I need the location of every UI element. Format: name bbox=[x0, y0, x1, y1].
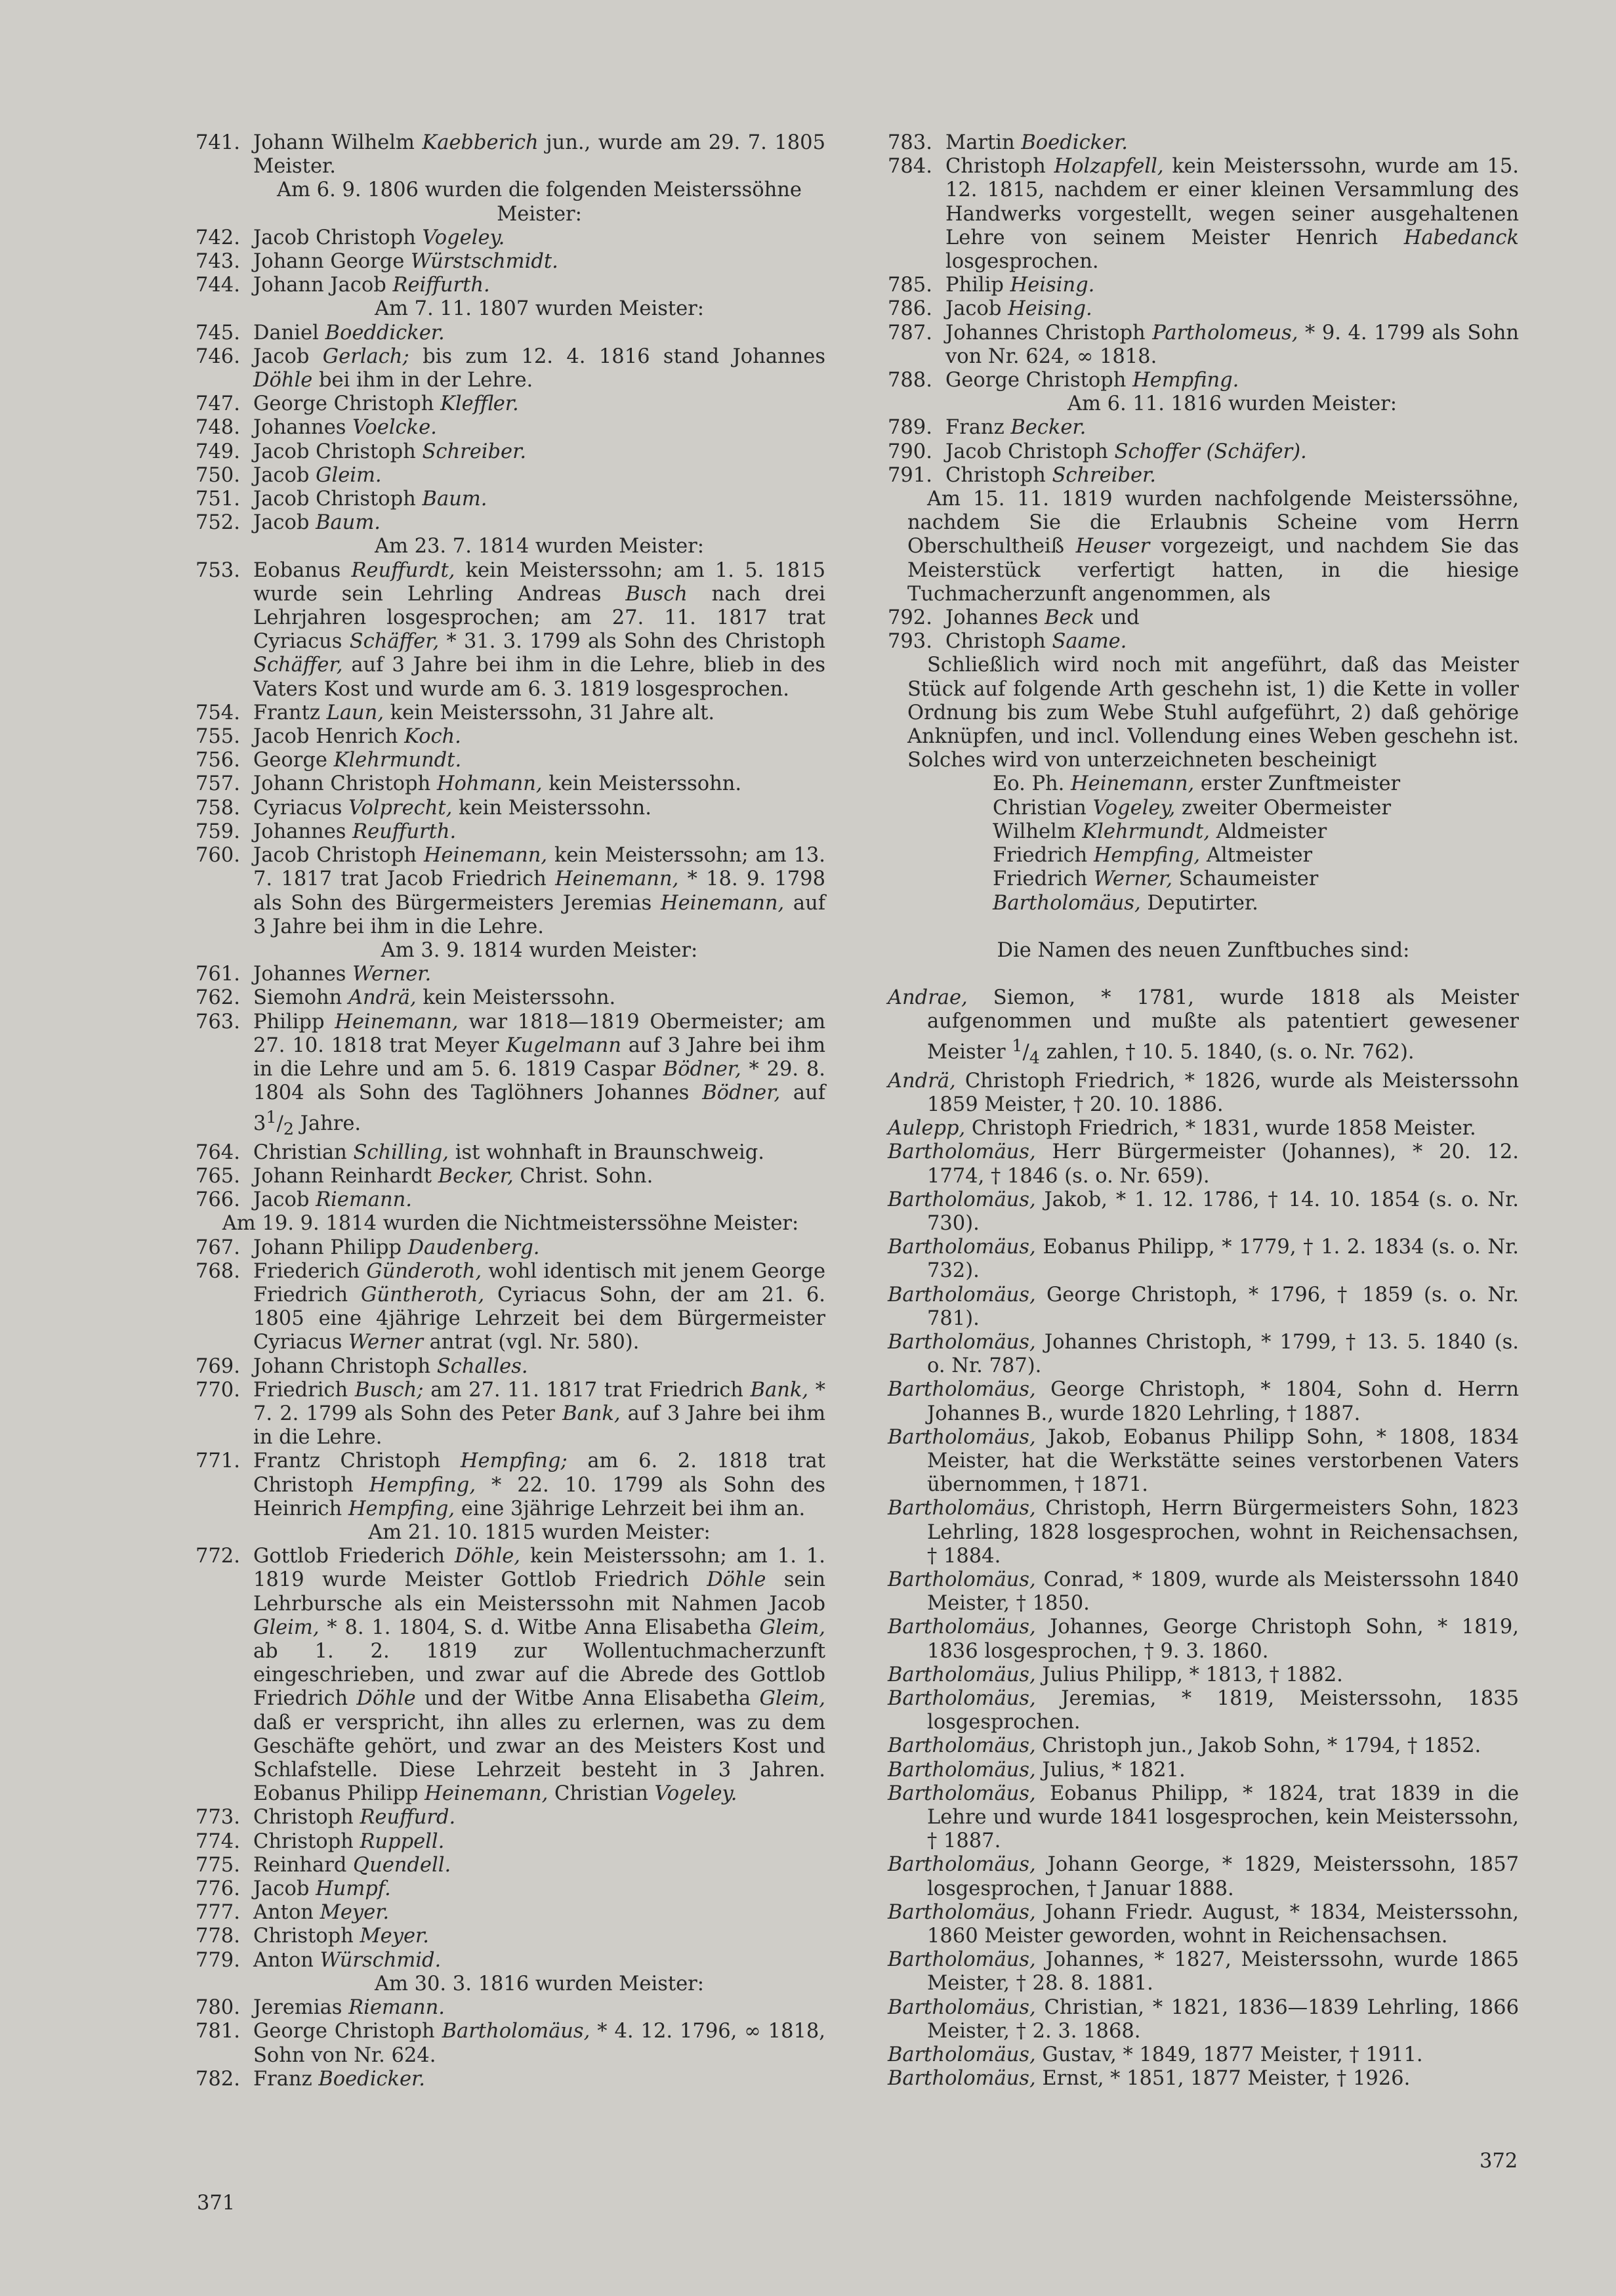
register-entry bbox=[196, 2068, 825, 2091]
entry-number: 755. bbox=[196, 725, 240, 749]
name-entry: Bartholomäus, Christoph, Herrn Bürgermeisters Sohn, 1823 Lehrling, 1828 losgesprochen, wohnt in Reichensachsen, † 1884. bbox=[888, 1497, 1519, 1568]
paragraph: Schließlich wird noch mit angeführt, daß das Meister Stück auf folgende Arth geschehn ist, 1) die Kette in voller Ordnung bis zum Webe Stuhl aufgeführt, 2) daß gehörige Anknüpfen, und incl. Vollendung eines Weben geschehn ist. Solches wird von unterzeichneten bescheinigt bbox=[907, 654, 1519, 772]
section-heading: Am 6. 9. 1806 wurden die folgenden Meisterssöhne Meister: bbox=[277, 178, 802, 226]
entry-number: 748. bbox=[196, 416, 240, 440]
entry-number: 752. bbox=[196, 511, 240, 535]
section-heading: Am 3. 9. 1814 wurden Meister: bbox=[381, 938, 698, 962]
entry-number: 750. bbox=[196, 463, 240, 487]
name-entry: Bartholomäus, Ernst, * 1851, 1877 Meister, † 1926. bbox=[888, 2067, 1411, 2091]
entry-text: Jacob Gerlach; bis zum 12. 4. 1816 stand Johannes Döhle bei ihm in der Lehre. bbox=[253, 344, 825, 392]
entry-text: Christoph Holzapfell, kein Meisterssohn, wurde am 15. 12. 1815, nachdem er einer kleinen Versammlung des Handwerks vorgestellt, wegen seiner ausgehaltenen Lehre von seinem Meister Henrich Habedanck losgesprochen. bbox=[945, 155, 1520, 274]
name-entry: Bartholomäus, Christoph jun., Jakob Sohn, * 1794, † 1852. bbox=[888, 1734, 1481, 1758]
register-entry bbox=[196, 844, 825, 939]
register-entry bbox=[196, 392, 825, 416]
entry-text: Christoph Ruppell. bbox=[253, 1829, 445, 1853]
signatory-line: Bartholomäus, Deputirter. bbox=[993, 891, 1258, 915]
entry-number: 754. bbox=[196, 701, 240, 724]
entry-text: Jacob Christoph Baum. bbox=[253, 488, 487, 511]
entry-number: 764. bbox=[196, 1140, 240, 1164]
entry-text: Christian Schilling, ist wohnhaft in Braunschweig. bbox=[253, 1140, 764, 1164]
signatory-line: Eo. Ph. Heinemann, erster Zunftmeister bbox=[993, 772, 1401, 796]
register-entry bbox=[196, 797, 825, 820]
entry-text: Philip Heising. bbox=[945, 274, 1095, 297]
entry-text: Friedrich Busch; am 27. 11. 1817 trat Friedrich Bank, * 7. 2. 1799 als Sohn des Peter Bank, auf 3 Jahre bei ihm in die Lehre. bbox=[253, 1378, 826, 1450]
entry-number: 786. bbox=[888, 297, 932, 321]
entry-text: Franz Boedicker. bbox=[253, 2067, 425, 2091]
entry-text: Johann Jacob Reiffurth. bbox=[253, 274, 490, 297]
name-entry: Bartholomäus, Johannes, * 1827, Meisterssohn, wurde 1865 Meister, † 28. 8. 1881. bbox=[888, 1948, 1519, 1995]
entry-number: 763. bbox=[196, 1010, 240, 1033]
entry-number: 789. bbox=[888, 416, 932, 440]
entry-number: 785. bbox=[888, 274, 932, 297]
entry-number: 776. bbox=[196, 1877, 240, 1901]
entry-number: 768. bbox=[196, 1259, 240, 1283]
entry-text: Johannes Christoph Partholomeus, * 9. 4. 1799 als Sohn von Nr. 624, ∞ 1818. bbox=[945, 321, 1519, 368]
entry-text: Johann Christoph Hohmann, kein Meisterssohn. bbox=[253, 772, 742, 796]
entry-text: Frantz Laun, kein Meisterssohn, 31 Jahre alt. bbox=[253, 701, 715, 724]
entry-number: 779. bbox=[196, 1948, 240, 1972]
register-entry bbox=[888, 322, 1519, 369]
entry-text: Johann Reinhardt Becker, Christ. Sohn. bbox=[253, 1164, 653, 1188]
entry-number: 793. bbox=[888, 630, 932, 654]
entry-text: George Christoph Kleffler. bbox=[253, 392, 519, 416]
entry-number: 769. bbox=[196, 1354, 240, 1378]
register-entry bbox=[196, 1830, 825, 1854]
entry-text: Philipp Heinemann, war 1818—1819 Obermeister; am 27. 10. 1818 trat Meyer Kugelmann auf 3 Jahre bei ihm in die Lehre und am 5. 6. 1819 Caspar Bödner, * 29. 8. 1804 als Sohn des Taglöhners Johannes Bödner, auf $3^1/_2$ Jahre. bbox=[253, 1010, 825, 1139]
register-entry bbox=[196, 345, 825, 392]
entry-text: Martin Boedicker. bbox=[945, 131, 1128, 154]
register-entry bbox=[196, 1355, 825, 1379]
section-title: Die Namen des neuen Zunftbuches sind: bbox=[997, 938, 1410, 962]
section-heading: Am 21. 10. 1815 wurden Meister: bbox=[368, 1521, 711, 1545]
entry-text: Johann George Würstschmidt. bbox=[253, 250, 558, 274]
entry-text: George Christoph Hempfing. bbox=[945, 369, 1239, 392]
register-entry bbox=[888, 155, 1519, 274]
entry-number: 787. bbox=[888, 321, 932, 344]
entry-text: Christoph Meyer. bbox=[253, 1925, 429, 1948]
entry-number: 753. bbox=[196, 558, 240, 582]
entry-number: 766. bbox=[196, 1188, 240, 1212]
entry-text: Jacob Christoph Schoffer (Schäfer). bbox=[945, 440, 1307, 463]
register-entry bbox=[888, 297, 1519, 321]
entry-text: Johannes Beck und bbox=[945, 606, 1140, 630]
entry-number: 792. bbox=[888, 606, 932, 630]
register-entry bbox=[196, 322, 825, 345]
register-entry bbox=[196, 416, 825, 440]
entry-number: 751. bbox=[196, 488, 240, 511]
name-entry: Bartholomäus, Eobanus Philipp, * 1824, trat 1839 in die Lehre und wurde 1841 losgesprochen, kein Meisterssohn, † 1887. bbox=[888, 1782, 1519, 1853]
section-heading: Am 7. 11. 1807 wurden Meister: bbox=[374, 297, 705, 321]
entry-number: 773. bbox=[196, 1806, 240, 1829]
register-entry bbox=[196, 511, 825, 535]
name-entry: Bartholomäus, Johannes, George Christoph Sohn, * 1819, 1836 losgesprochen, † 9. 3. 1860. bbox=[888, 1616, 1519, 1663]
entry-number: 780. bbox=[196, 1996, 240, 2020]
entry-text: Johann Christoph Schalles. bbox=[253, 1354, 528, 1378]
entry-text: Eobanus Reuffurdt, kein Meisterssohn; am 1. 5. 1815 wurde sein Lehrling Andreas Busch nach drei Lehrjahren losgesprochen; am 27. 11. 1817 trat Cyriacus Schäffer, * 31. 3. 1799 als Sohn des Christoph Schäffer, auf 3 Jahre bei ihm in die Lehre, blieb in des Vaters Kost und wurde am 6. 3. 1819 losgesprochen. bbox=[253, 558, 826, 701]
entry-number: 745. bbox=[196, 321, 240, 344]
section-heading: Am 23. 7. 1814 wurden Meister: bbox=[374, 535, 705, 558]
register-entry bbox=[196, 250, 825, 274]
entry-text: Johann Philipp Daudenberg. bbox=[253, 1236, 540, 1259]
name-entry: Bartholomäus, Conrad, * 1809, wurde als Meisterssohn 1840 Meister, † 1850. bbox=[888, 1568, 1519, 1616]
entry-number: 770. bbox=[196, 1378, 240, 1402]
section-heading: Am 19. 9. 1814 wurden die Nichtmeisterssöhne Meister: bbox=[222, 1212, 799, 1236]
entry-text: Jacob Christoph Heinemann, kein Meisterssohn; am 13. 7. 1817 trat Jacob Friedrich Heinemann, * 18. 9. 1798 als Sohn des Bürgermeisters Jeremias Heinemann, auf 3 Jahre bei ihm in die Lehre. bbox=[253, 844, 826, 938]
signatory-line: Wilhelm Klehrmundt, Aldmeister bbox=[993, 820, 1327, 843]
entry-number: 771. bbox=[196, 1450, 240, 1473]
name-entry: Bartholomäus, Johann George, * 1829, Meisterssohn, 1857 losgesprochen, † Januar 1888. bbox=[888, 1853, 1519, 1900]
entry-text: Siemohn Andrä, kein Meisterssohn. bbox=[253, 986, 616, 1010]
register-entry bbox=[196, 1450, 825, 1521]
entry-text: Jacob Humpf. bbox=[253, 1877, 391, 1901]
register-entry bbox=[196, 1545, 825, 1806]
entry-number: 778. bbox=[196, 1925, 240, 1948]
register-entry bbox=[196, 1949, 825, 1972]
page-number-right: 372 bbox=[1480, 2150, 1518, 2173]
name-entry: Bartholomäus, Jeremias, * 1819, Meisterssohn, 1835 losgesprochen. bbox=[888, 1687, 1519, 1734]
name-entry: Bartholomäus, George Christoph, * 1796, † 1859 (s. o. Nr. 781). bbox=[888, 1283, 1519, 1330]
entry-text: Johannes Voelcke. bbox=[253, 416, 437, 440]
entry-text: Jacob Christoph Vogeley. bbox=[253, 226, 505, 249]
entry-number: 758. bbox=[196, 796, 240, 820]
register-entry bbox=[196, 1260, 825, 1355]
register-entry bbox=[888, 369, 1519, 392]
paragraph: Am 15. 11. 1819 wurden nachfolgende Meisterssöhne, nachdem Sie die Erlaubnis Scheine vom Herrn Oberschultheiß Heuser vorgezeigt, und nachdem Sie das Meisterstück verfertigt hatten, in die hiesige Tuchmacherzunft angenommen, als bbox=[907, 488, 1519, 606]
name-entry: Bartholomäus, Herr Bürgermeister (Johannes), * 20. 12. 1774, † 1846 (s. o. Nr. 659). bbox=[888, 1140, 1519, 1188]
register-entry bbox=[196, 701, 825, 725]
register-entry bbox=[196, 772, 825, 796]
left-column bbox=[196, 131, 825, 2091]
register-entry bbox=[196, 226, 825, 250]
entry-number: 782. bbox=[196, 2067, 240, 2091]
register-entry bbox=[196, 131, 825, 178]
name-entry: Bartholomäus, Gustav, * 1849, 1877 Meister, † 1911. bbox=[888, 2043, 1423, 2067]
entry-number: 742. bbox=[196, 226, 240, 249]
entry-text: Jacob Gleim. bbox=[253, 463, 382, 487]
register-entry bbox=[196, 1806, 825, 1829]
entry-number: 784. bbox=[888, 155, 932, 178]
entry-text: Frantz Christoph Hempfing; am 6. 2. 1818 trat Christoph Hempfing, * 22. 10. 1799 als Sohn des Heinrich Hempfing, eine 3jährige Lehrzeit bei ihm an. bbox=[253, 1450, 825, 1520]
name-entry: Bartholomäus, Christian, * 1821, 1836—1839 Lehrling, 1866 Meister, † 2. 3. 1868. bbox=[888, 1995, 1519, 2043]
entry-text: Jeremias Riemann. bbox=[253, 1996, 445, 2020]
entry-number: 774. bbox=[196, 1829, 240, 1853]
register-entry bbox=[196, 1901, 825, 1925]
signatory-line: Friedrich Hempfing, Altmeister bbox=[993, 844, 1313, 867]
section-heading: Am 6. 11. 1816 wurden Meister: bbox=[1067, 392, 1398, 416]
entry-number: 743. bbox=[196, 250, 240, 274]
name-entry: Bartholomäus, Johann Friedr. August, * 1834, Meisterssohn, 1860 Meister geworden, wohnt in Reichensachsen. bbox=[888, 1900, 1519, 1948]
name-entry: Bartholomäus, Eobanus Philipp, * 1779, † 1. 2. 1834 (s. o. Nr. 732). bbox=[888, 1236, 1519, 1283]
name-entry: Andrä, Christoph Friedrich, * 1826, wurde als Meisterssohn 1859 Meister, † 20. 10. 1886. bbox=[888, 1069, 1519, 1116]
entry-number: 741. bbox=[196, 131, 240, 154]
register-entry bbox=[888, 606, 1519, 630]
register-entry bbox=[196, 2020, 825, 2067]
register-entry bbox=[196, 1854, 825, 1877]
entry-text: Jacob Baum. bbox=[253, 511, 381, 535]
register-entry bbox=[196, 1877, 825, 1901]
register-entry bbox=[888, 131, 1519, 155]
entry-text: Anton Meyer. bbox=[253, 1901, 390, 1925]
register-entry bbox=[888, 464, 1519, 488]
register-entry bbox=[196, 1379, 825, 1450]
entry-number: 790. bbox=[888, 440, 932, 463]
register-entry bbox=[888, 630, 1519, 654]
entry-text: Christoph Reuffurd. bbox=[253, 1806, 456, 1829]
register-entry bbox=[196, 1141, 825, 1165]
entry-text: Franz Becker. bbox=[945, 416, 1087, 440]
register-entry bbox=[196, 464, 825, 488]
entry-text: Jacob Henrich Koch. bbox=[253, 725, 461, 749]
signatory-line: Christian Vogeley, zweiter Obermeister bbox=[993, 796, 1392, 820]
entry-number: 791. bbox=[888, 463, 932, 487]
page-number-left: 371 bbox=[197, 2192, 236, 2215]
name-entry: Bartholomäus, Jakob, * 1. 12. 1786, † 14. 10. 1854 (s. o. Nr. 730). bbox=[888, 1188, 1519, 1235]
entry-number: 777. bbox=[196, 1901, 240, 1925]
register-entry bbox=[196, 1925, 825, 1948]
entry-number: 762. bbox=[196, 986, 240, 1010]
entry-text: Friederich Günderoth, wohl identisch mit jenem George Friedrich Güntheroth, Cyriacus Sohn, der am 21. 6. 1805 eine 4jährige Lehrzeit bei dem Bürgermeister Cyriacus Werner antrat (vgl. Nr. 580). bbox=[253, 1259, 825, 1354]
entry-text: George Christoph Bartholomäus, * 4. 12. 1796, ∞ 1818, Sohn von Nr. 624. bbox=[253, 2020, 825, 2067]
register-entry bbox=[196, 1236, 825, 1260]
name-entry: Bartholomäus, Jakob, Eobanus Philipp Sohn, * 1808, 1834 Meister, hat die Werkstätte seines verstorbenen Vaters übernommen, † 1871. bbox=[888, 1425, 1519, 1497]
register-entry bbox=[196, 440, 825, 464]
entry-number: 756. bbox=[196, 749, 240, 772]
name-entry: Aulepp, Christoph Friedrich, * 1831, wurde 1858 Meister. bbox=[888, 1117, 1476, 1140]
register-entry bbox=[196, 725, 825, 749]
entry-text: Johann Wilhelm Kaebberich jun., wurde am 29. 7. 1805 Meister. bbox=[253, 131, 825, 178]
entry-number: 759. bbox=[196, 820, 240, 843]
signatory-line: Friedrich Werner, Schaumeister bbox=[993, 867, 1319, 891]
section-heading: Am 30. 3. 1816 wurden Meister: bbox=[374, 1972, 705, 1995]
entry-text: Gottlob Friederich Döhle, kein Meisterssohn; am 1. 1. 1819 wurde Meister Gottlob Friedrich Döhle sein Lehrbursche als ein Meisterssohn mit Nahmen Jacob Gleim, * 8. 1. 1804, S. d. Witbe Anna Elisabetha Gleim, ab 1. 2. 1819 zur Wollentuchmacherzunft eingeschrieben, und zwar auf die Abrede des Gottlob Friedrich Döhle und der Witbe Anna Elisabetha Gleim, daß er verspricht, ihn alles zu erlernen, was zu dem Geschäfte gehört, und zwar an des Meisters Kost und Schlafstelle. Diese Lehrzeit besteht in 3 Jahren. Eobanus Philipp Heinemann, Christian Vogeley. bbox=[253, 1545, 826, 1806]
entry-number: 747. bbox=[196, 392, 240, 416]
register-entry bbox=[888, 416, 1519, 440]
entry-text: Jacob Riemann. bbox=[253, 1188, 412, 1212]
entry-number: 765. bbox=[196, 1164, 240, 1188]
name-entry: Andrae, Siemon, * 1781, wurde 1818 als Meister aufgenommen und mußte als patentiert gewesener Meister $^1/_4$ zahlen, † 10. 5. 1840, (s. o. Nr. 762). bbox=[888, 986, 1519, 1068]
name-entry: Bartholomäus, Julius, * 1821. bbox=[888, 1758, 1186, 1782]
register-entry bbox=[196, 820, 825, 844]
entry-text: Cyriacus Volprecht, kein Meisterssohn. bbox=[253, 796, 652, 820]
entry-number: 772. bbox=[196, 1545, 240, 1568]
entry-text: Daniel Boeddicker. bbox=[253, 321, 445, 344]
entry-number: 775. bbox=[196, 1853, 240, 1877]
register-entry bbox=[196, 559, 825, 701]
name-entry: Bartholomäus, George Christoph, * 1804, Sohn d. Herrn Johannes B., wurde 1820 Lehrling, † 1887. bbox=[888, 1378, 1519, 1425]
entry-text: George Klehrmundt. bbox=[253, 749, 462, 772]
register-entry bbox=[196, 963, 825, 986]
name-entry: Bartholomäus, Julius Philipp, * 1813, † 1882. bbox=[888, 1663, 1343, 1686]
register-entry bbox=[196, 749, 825, 772]
entry-number: 781. bbox=[196, 2020, 240, 2043]
entry-number: 761. bbox=[196, 963, 240, 986]
entry-text: Jacob Christoph Schreiber. bbox=[253, 440, 527, 463]
entry-text: Johannes Werner. bbox=[253, 963, 432, 986]
entry-text: Anton Würschmid. bbox=[253, 1948, 442, 1972]
register-entry bbox=[196, 1011, 825, 1141]
entry-text: Christoph Saame. bbox=[945, 630, 1127, 654]
entry-text: Johannes Reuffurth. bbox=[253, 820, 457, 843]
entry-text: Reinhard Quendell. bbox=[253, 1853, 451, 1877]
entry-number: 767. bbox=[196, 1236, 240, 1259]
entry-number: 783. bbox=[888, 131, 932, 154]
register-entry bbox=[196, 1996, 825, 2020]
entry-number: 757. bbox=[196, 772, 240, 796]
register-entry bbox=[196, 1188, 825, 1212]
register-entry bbox=[888, 440, 1519, 464]
register-entry bbox=[888, 274, 1519, 297]
entry-number: 744. bbox=[196, 274, 240, 297]
register-entry bbox=[196, 986, 825, 1010]
entry-number: 749. bbox=[196, 440, 240, 463]
right-column bbox=[888, 131, 1519, 2091]
name-entry: Bartholomäus, Johannes Christoph, * 1799, † 13. 5. 1840 (s. o. Nr. 787). bbox=[888, 1331, 1519, 1378]
entry-number: 746. bbox=[196, 344, 240, 368]
entry-number: 788. bbox=[888, 369, 932, 392]
register-entry bbox=[196, 274, 825, 297]
register-entry bbox=[196, 1165, 825, 1188]
entry-text: Jacob Heising. bbox=[945, 297, 1092, 321]
entry-text: Christoph Schreiber. bbox=[945, 463, 1156, 487]
entry-number: 760. bbox=[196, 844, 240, 867]
register-entry bbox=[196, 488, 825, 511]
